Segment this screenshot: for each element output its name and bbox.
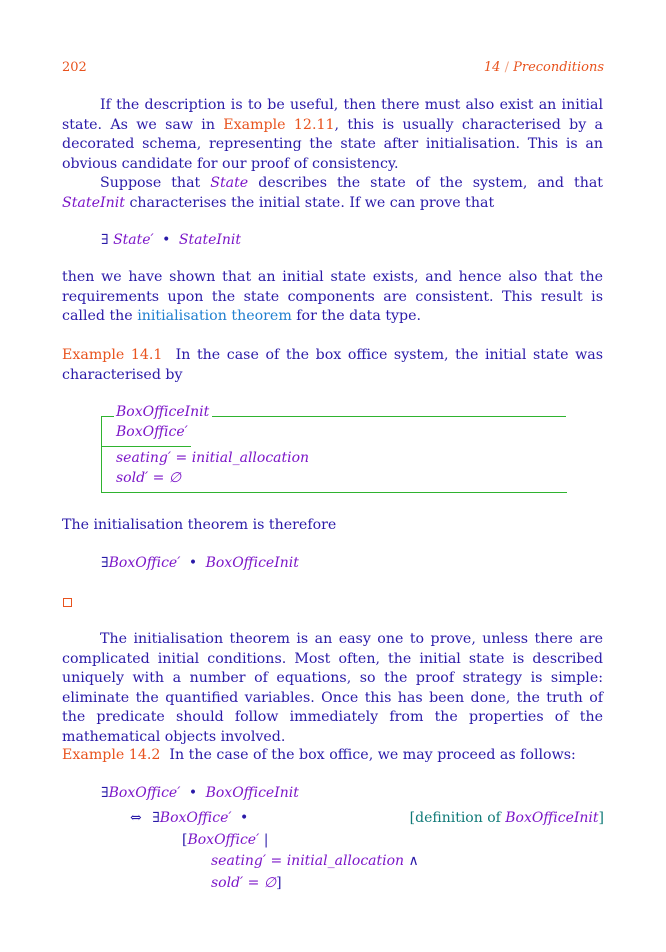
- schema-declaration: BoxOffice′: [116, 424, 188, 440]
- paragraph-theorem: [62, 268, 603, 327]
- example-14-1: [62, 346, 603, 385]
- bullet-symbol: •: [240, 810, 249, 826]
- text: characterises the initial state. If we can prove that: [124, 194, 495, 211]
- text: , this is usually characterised by a decorated schema, representing the state after initialisation. This is an obvious candidate for our proof of consistency.: [62, 116, 603, 172]
- formula-term: BoxOfficeInit: [205, 555, 299, 571]
- exists-symbol: ∃: [152, 810, 160, 826]
- paragraph-suppose: [62, 174, 603, 213]
- formula-exists-boxoffice: [101, 555, 299, 571]
- proof-line-2: [130, 810, 248, 826]
- formula-term: BoxOfficeInit: [205, 785, 299, 801]
- example-label: Example 14.1: [62, 347, 163, 363]
- example-14-2: [62, 746, 603, 766]
- exists-symbol: ∃: [101, 555, 109, 571]
- chapter-title: Preconditions: [513, 60, 604, 75]
- schema-name: BoxOfficeInit: [116, 404, 210, 420]
- text: then we have shown that an initial state exists, and hence also that the requirements upon the state components are consistent. This result is called the: [62, 269, 603, 324]
- example-text: In the case of the box office system, the initial state was characterised by: [62, 347, 603, 383]
- schema-rule: [101, 416, 114, 417]
- page-number: 202: [62, 60, 87, 75]
- exists-symbol: ∃: [101, 785, 109, 801]
- text: for the data type.: [291, 308, 422, 324]
- schema-rule: [101, 492, 567, 493]
- schema-rule: [101, 416, 102, 493]
- header-separator: /: [504, 60, 509, 75]
- running-header: [484, 60, 604, 75]
- bullet-symbol: •: [162, 232, 171, 248]
- text: If the description is to be useful, then there must also exist an initial state. As we saw in: [62, 97, 603, 133]
- iff-symbol: ⇔: [130, 810, 142, 826]
- proof-line-4: [211, 853, 419, 869]
- schema-predicate: seating′ = initial_allocation: [116, 450, 310, 466]
- example-reference-link[interactable]: Example 12.11: [223, 116, 335, 133]
- proof-justification: [410, 810, 604, 826]
- text: ]: [598, 810, 604, 826]
- stateinit-name: StateInit: [62, 194, 125, 211]
- formula-term: BoxOfficeInit: [505, 810, 599, 826]
- formula-term: seating′ = initial_allocation: [211, 853, 405, 869]
- exists-symbol: ∃: [101, 232, 109, 248]
- proof-line-5: [211, 875, 282, 891]
- formula-term: StateInit: [178, 232, 242, 248]
- example-label: Example 14.2: [62, 747, 161, 763]
- formula-term: BoxOffice′: [159, 810, 232, 826]
- schema-rule: [101, 446, 191, 447]
- formula-term: BoxOffice′: [187, 832, 260, 848]
- paragraph-proof-strategy: The initialisation theorem is an easy one to prove, unless there are complicated initial conditions. Most often, the initial state is described uniquely with a number of equations, so the proof strategy is simple: eliminate the quantified variables. Once this has been done, the truth of the predicate should follow immediately from the properties of the mathematical objects involved.: [62, 631, 603, 745]
- formula-term: BoxOffice′: [108, 555, 181, 571]
- state-name: State: [210, 175, 249, 191]
- paragraph-initial-state: [62, 96, 603, 174]
- formula-term: sold′ = ∅: [211, 875, 277, 891]
- text: [definition of: [409, 810, 506, 826]
- chapter-number: 14: [483, 60, 501, 75]
- and-symbol: ∧: [408, 853, 419, 869]
- schema-rule: [212, 416, 566, 417]
- formula-term: State′: [113, 232, 154, 248]
- paragraph-therefore: The initialisation theorem is therefore: [62, 517, 337, 533]
- formula-term: BoxOffice′: [108, 785, 181, 801]
- defined-term: initialisation theorem: [137, 308, 292, 324]
- text: describes the state of the system, and that: [248, 175, 603, 191]
- end-of-example-icon: [63, 598, 72, 607]
- bracket-symbol: ]: [276, 875, 282, 891]
- schema-predicate: sold′ = ∅: [116, 470, 182, 486]
- bullet-symbol: •: [188, 555, 198, 571]
- formula-exists-state: [101, 232, 241, 248]
- bullet-symbol: •: [188, 785, 198, 801]
- proof-line-3: [182, 832, 268, 848]
- example-text: In the case of the box office, we may proceed as follows:: [169, 747, 576, 763]
- bar-symbol: |: [263, 832, 269, 848]
- proof-line-1: [101, 785, 299, 801]
- bracket-symbol: [: [182, 832, 188, 848]
- text: Suppose that: [100, 175, 211, 191]
